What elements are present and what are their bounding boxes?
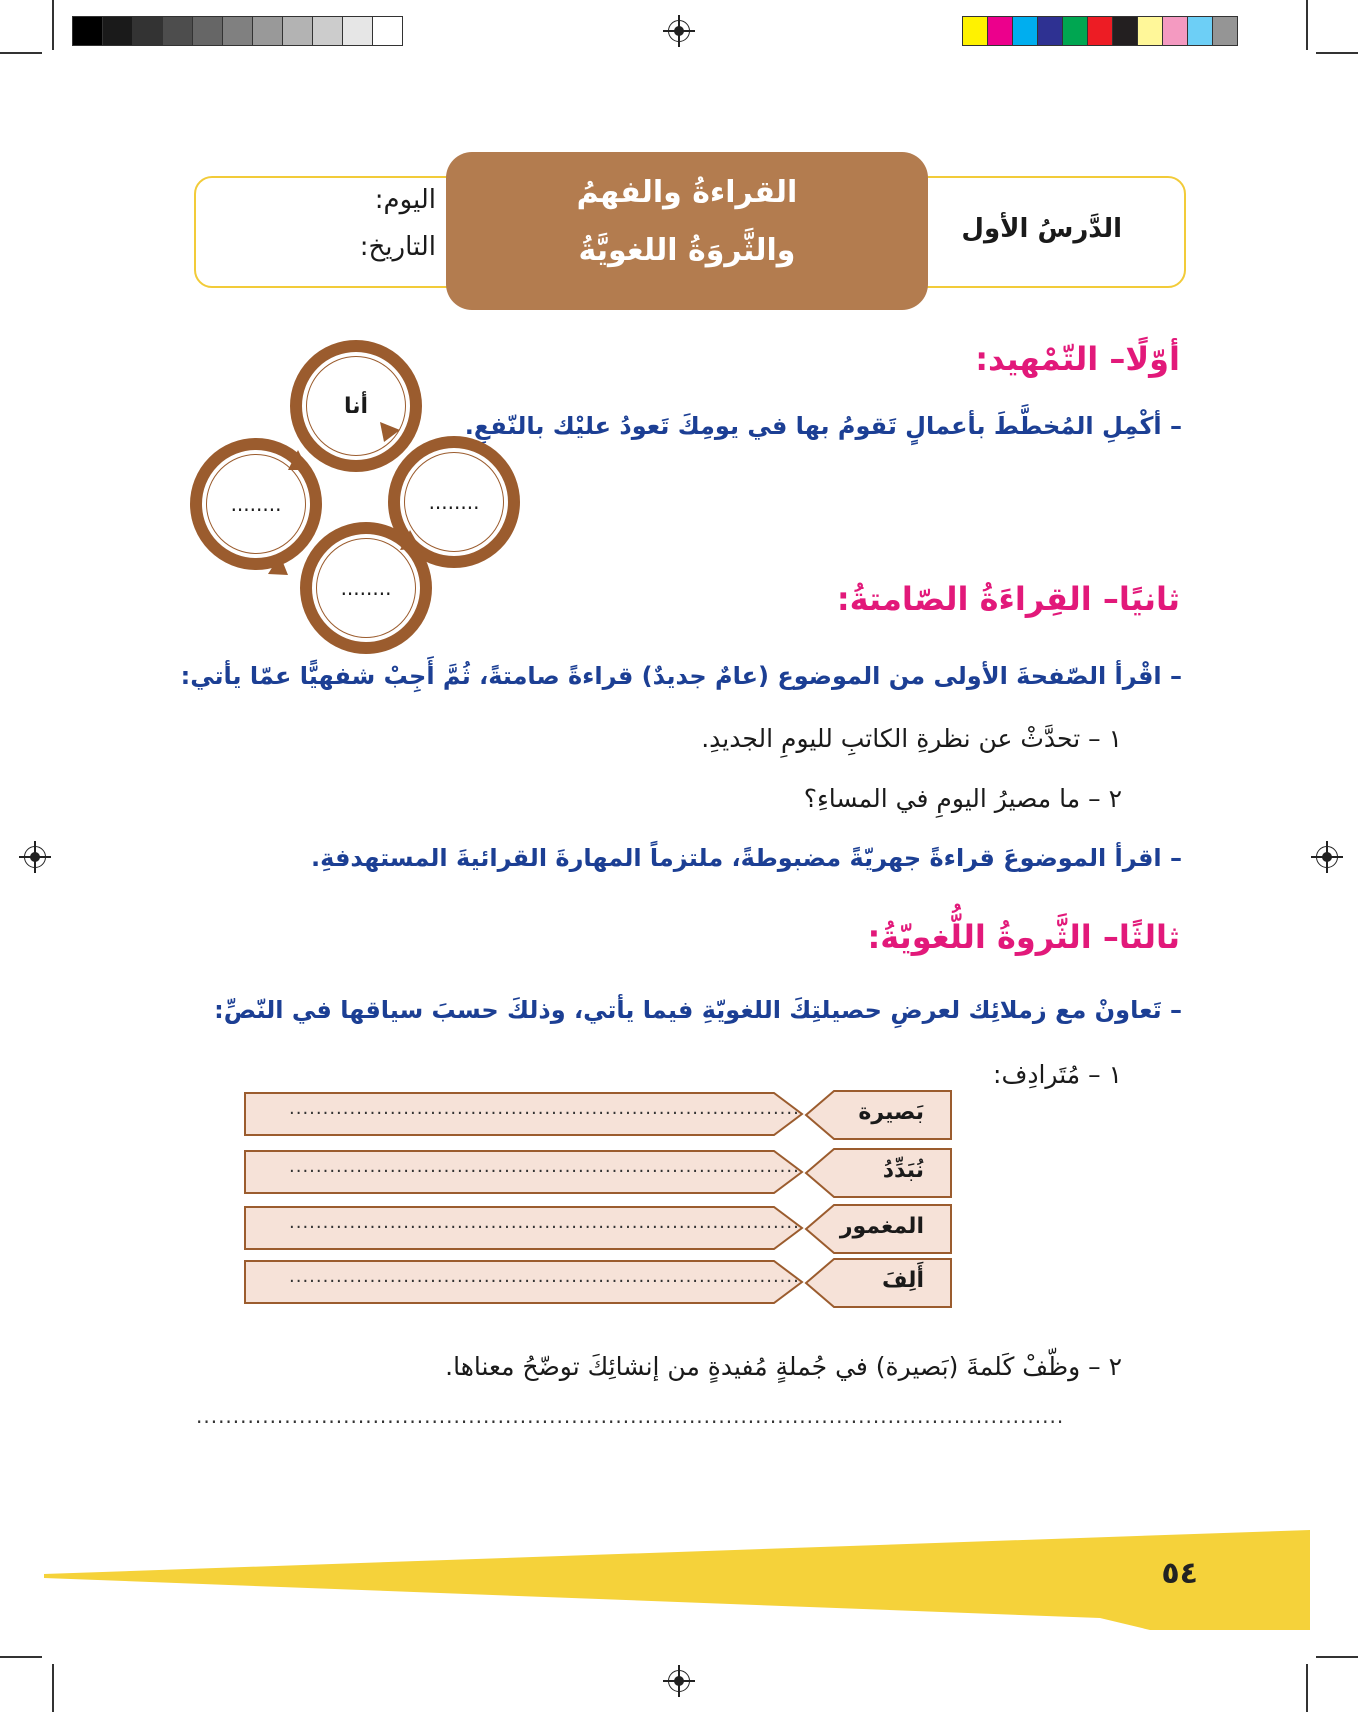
diagram-bottom-blank[interactable]: ........ [316, 538, 416, 638]
question-1: ١ – تحدَّثْ عن نظرةِ الكاتبِ لليومِ الجديدِ. [701, 724, 1122, 753]
usage-question: ٢ – وظّفْ كَلمةَ (بَصيرة) في جُملةٍ مُفيدةٍ من إنشائِكَ توضّحُ معناها. [445, 1352, 1122, 1381]
section-heading-vocabulary: ثالثًا– الثَّروةُ اللُّغويّةُ: [867, 918, 1180, 956]
diagram-right-blank[interactable]: ........ [404, 452, 504, 552]
crop-mark [1316, 1656, 1358, 1658]
diagram-left-blank[interactable]: ........ [206, 454, 306, 554]
lesson-title-line2: والثَّروَةُ اللغويَّةُ [578, 233, 796, 268]
day-label: اليوم: [374, 185, 436, 215]
question-2: ٢ – ما مصيرُ اليومِ في المساءِ؟ [803, 784, 1122, 813]
synonym-row [244, 1090, 952, 1140]
silent-reading-instruction: – اقْرأ الصّفحةَ الأولى من الموضوع (عامٌ جديدٌ) قراءةً صامتةً، ثُمَّ أَجِبْ شفهيًّا عمّا يأتي: [180, 662, 1182, 690]
synonym-word: بَصيرة [858, 1100, 924, 1125]
synonym-answer-dots: ............................................................................ [289, 1212, 800, 1233]
diagram-ring-left [190, 438, 322, 570]
crop-mark [52, 1664, 54, 1712]
synonym-word-box [804, 1258, 952, 1308]
synonym-answer-dots: ............................................................................ [289, 1156, 800, 1177]
crop-mark [0, 1656, 42, 1658]
registration-mark [1316, 846, 1338, 868]
section-heading-silent-reading: ثانيًا– القِراءَةُ الصّامتةُ: [836, 580, 1180, 618]
synonym-word: أَلِفَ [881, 1268, 924, 1293]
grayscale-calibration-strip [72, 16, 403, 46]
synonym-answer-dots: ............................................................................ [289, 1098, 800, 1119]
activity-diagram [180, 330, 520, 640]
color-calibration-strip [962, 16, 1238, 46]
crop-mark [1316, 52, 1358, 54]
intro-instruction: – أكْمِلِ المُخطَّطَ بأعمالٍ تَقومُ بها في يومِكَ تَعودُ عليْك بالنّفعِ. [464, 412, 1182, 440]
synonym-word: نُبَدِّدُ [882, 1158, 924, 1183]
crop-mark [52, 0, 54, 50]
synonym-item-label: ١ – مُتَرادِف: [993, 1060, 1122, 1089]
synonym-row [244, 1148, 952, 1198]
registration-mark [24, 846, 46, 868]
vocabulary-instruction: – تَعاونْ مع زملائِك لعرضِ حصيلتِكَ اللغويّةِ فيما يأتي، وذلكَ حسبَ سياقها في النّصِّ: [214, 996, 1182, 1024]
lesson-title-line1: القراءةُ والفهمُ [576, 175, 798, 210]
diagram-ring-top [290, 340, 422, 472]
section-heading-intro: أوّلًا– التّمْهيد: [975, 340, 1180, 378]
crop-mark [0, 52, 42, 54]
diagram-top-label: أنا [306, 356, 406, 456]
synonym-word-box [804, 1148, 952, 1198]
crop-mark [1306, 1664, 1308, 1712]
registration-mark [668, 1670, 690, 1692]
diagram-ring-bottom [300, 522, 432, 654]
usage-answer-line[interactable]: ...................................................................................................................... [196, 1404, 1065, 1428]
registration-mark [668, 20, 690, 42]
synonym-row [244, 1258, 952, 1308]
lesson-title-panel [446, 152, 928, 310]
crop-mark [1306, 0, 1308, 50]
page-number: ٥٤ [1161, 1556, 1198, 1591]
lesson-number: الدَّرسُ الأول [961, 214, 1122, 244]
synonym-answer-dots: ............................................................................ [289, 1266, 800, 1287]
loud-reading-instruction: – اقرأ الموضوعَ قراءةً جهريّةً مضبوطةً، ملتزماً المهارةَ القرائيةَ المستهدفةِ. [311, 844, 1182, 872]
synonym-word: المغمور [839, 1214, 924, 1239]
footer-band [0, 1530, 1358, 1630]
date-label: التاريخ: [359, 232, 436, 262]
synonym-row [244, 1204, 952, 1254]
